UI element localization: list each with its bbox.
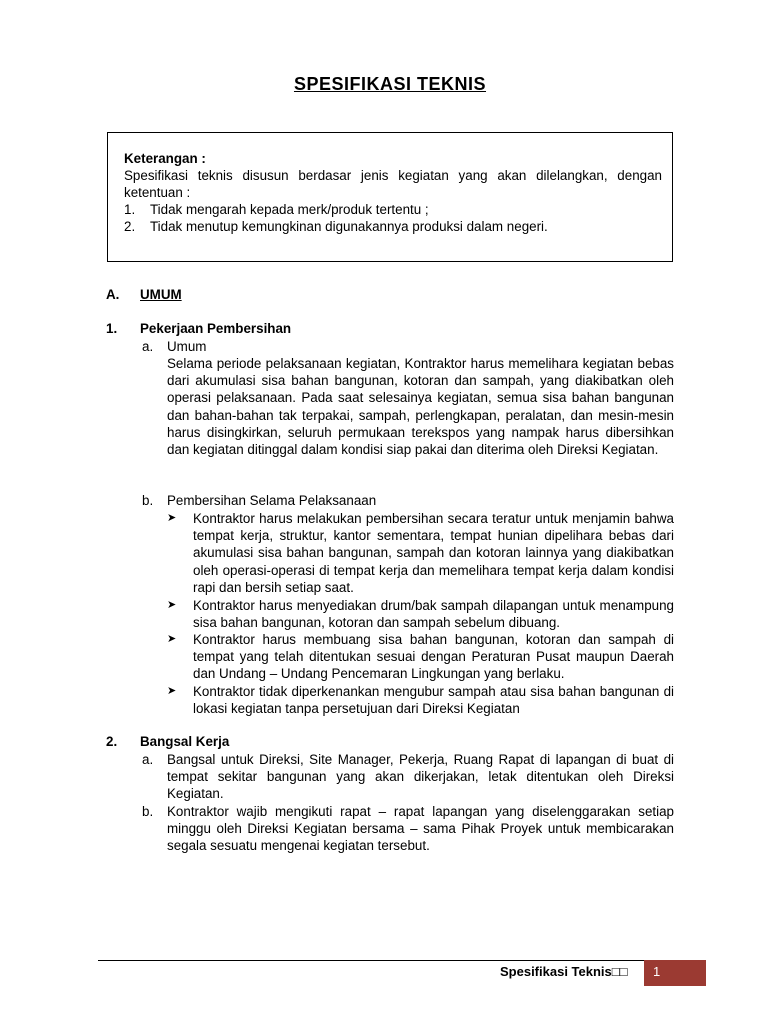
item-heading	[106, 734, 229, 749]
bullet-item	[167, 631, 674, 683]
subitem-letter	[142, 803, 167, 820]
document-title: SPESIFIKASI TEKNIS	[293, 74, 487, 94]
subitem-title: Umum	[167, 339, 207, 354]
page-number: 1	[644, 960, 706, 986]
bullet-text: Kontraktor harus melakukan pembersihan secara teratur untuk menjamin bahwa tempat kerja, struktur, kantor sementara, tempat hunian dipelihara bebas dari akumulasi sisa bahan bangunan, sampah dan kotoran lainnya yang diakibatkan oleh operasi-operasi di tempat kerja dan memelihara tempat kerja dalam kondisi rapi dan bersih setiap saat.	[193, 511, 674, 595]
item-title: Pekerjaan Pembersihan	[140, 321, 292, 336]
arrowhead-bullet-icon: ➤	[167, 633, 177, 645]
bullet-item	[167, 510, 674, 596]
section-title: UMUM	[140, 287, 182, 302]
footer-divider	[98, 960, 706, 961]
bullet-item	[167, 597, 674, 631]
section-number: A.	[106, 287, 120, 302]
bullet-item	[167, 683, 674, 717]
subitem-letter: b.	[142, 804, 154, 819]
paragraph: Bangsal untuk Direksi, Site Manager, Pekerja, Ruang Rapat di lapangan di buat di tempat sekitar bangunan yang akan dikerjakan, letak ditentukan oleh Direksi Kegiatan.	[167, 752, 674, 802]
note-item-number: 2.	[124, 219, 136, 234]
item-heading	[106, 321, 291, 336]
bullet-text: Kontraktor harus menyediakan drum/bak sampah dilapangan untuk menampung sisa bahan bangunan, kotoran dan sampah sebelum dibuang.	[193, 598, 674, 631]
note-text: Spesifikasi teknis disusun berdasar jenis kegiatan yang akan dilelangkan, dengan ketentuan :	[124, 168, 662, 200]
subitem-heading	[142, 338, 206, 355]
subitem-heading	[142, 492, 376, 509]
item-number: 1.	[106, 321, 118, 336]
note-item	[124, 201, 662, 218]
arrowhead-bullet-icon: ➤	[167, 512, 177, 524]
bullet-text: Kontraktor harus membuang sisa bahan bangunan, kotoran dan sampah di tempat yang telah ditentukan sesuai dengan Peraturan Pusat maupun Daerah dan Undang – Undang Pencemaran Lingkungan yang berlaku.	[193, 632, 674, 682]
item-title: Bangsal Kerja	[140, 734, 230, 749]
note-content	[124, 150, 662, 235]
note-box	[107, 132, 673, 262]
subitem-letter	[142, 751, 167, 768]
arrowhead-bullet-icon: ➤	[167, 685, 177, 697]
bullet-text: Kontraktor tidak diperkenankan mengubur sampah atau sisa bahan bangunan di lokasi kegiatan tanpa persetujuan dari Direksi Kegiatan	[193, 684, 674, 717]
note-item-text: Tidak mengarah kepada merk/produk tertentu ;	[150, 202, 429, 217]
subitem-title: Pembersihan Selama Pelaksanaan	[167, 493, 377, 508]
footer-title: Spesifikasi Teknis□□	[500, 964, 628, 979]
paragraph: Kontraktor wajib mengikuti rapat – rapat lapangan yang diselenggarakan setiap minggu oleh Direksi Kegiatan bersama – sama Pihak Proyek untuk membicarakan segala sesuatu mengenai kegiatan tersebut.	[167, 804, 674, 854]
note-item-number: 1.	[124, 202, 136, 217]
item-number: 2.	[106, 734, 118, 749]
note-item	[124, 218, 662, 235]
note-item-text: Tidak menutup kemungkinan digunakannya produksi dalam negeri.	[150, 219, 548, 234]
subitem-letter: a.	[142, 752, 154, 767]
subitem-letter: b.	[142, 493, 154, 508]
section-heading	[106, 287, 182, 302]
note-label: Keterangan :	[124, 151, 206, 166]
paragraph: Selama periode pelaksanaan kegiatan, Kontraktor harus memelihara kegiatan bebas dari akumulasi sisa bahan bangunan, kotoran dan sampah, yang diakibatkan oleh operasi pelaksanaan. Pada saat selesainya kegiatan, semua sisa bahan bangunan dan bahan-bahan tak terpakai, sampah, perlengkapan, peralatan, dan mesin-mesin harus disingkirkan, seluruh permukaan terekspos yang nampak harus dibersihkan dan kegiatan ditinggal dalam kondisi siap pakai dan diterima oleh Direksi Kegiatan.	[167, 356, 674, 458]
arrowhead-bullet-icon: ➤	[167, 599, 177, 611]
subitem-letter: a.	[142, 339, 154, 354]
